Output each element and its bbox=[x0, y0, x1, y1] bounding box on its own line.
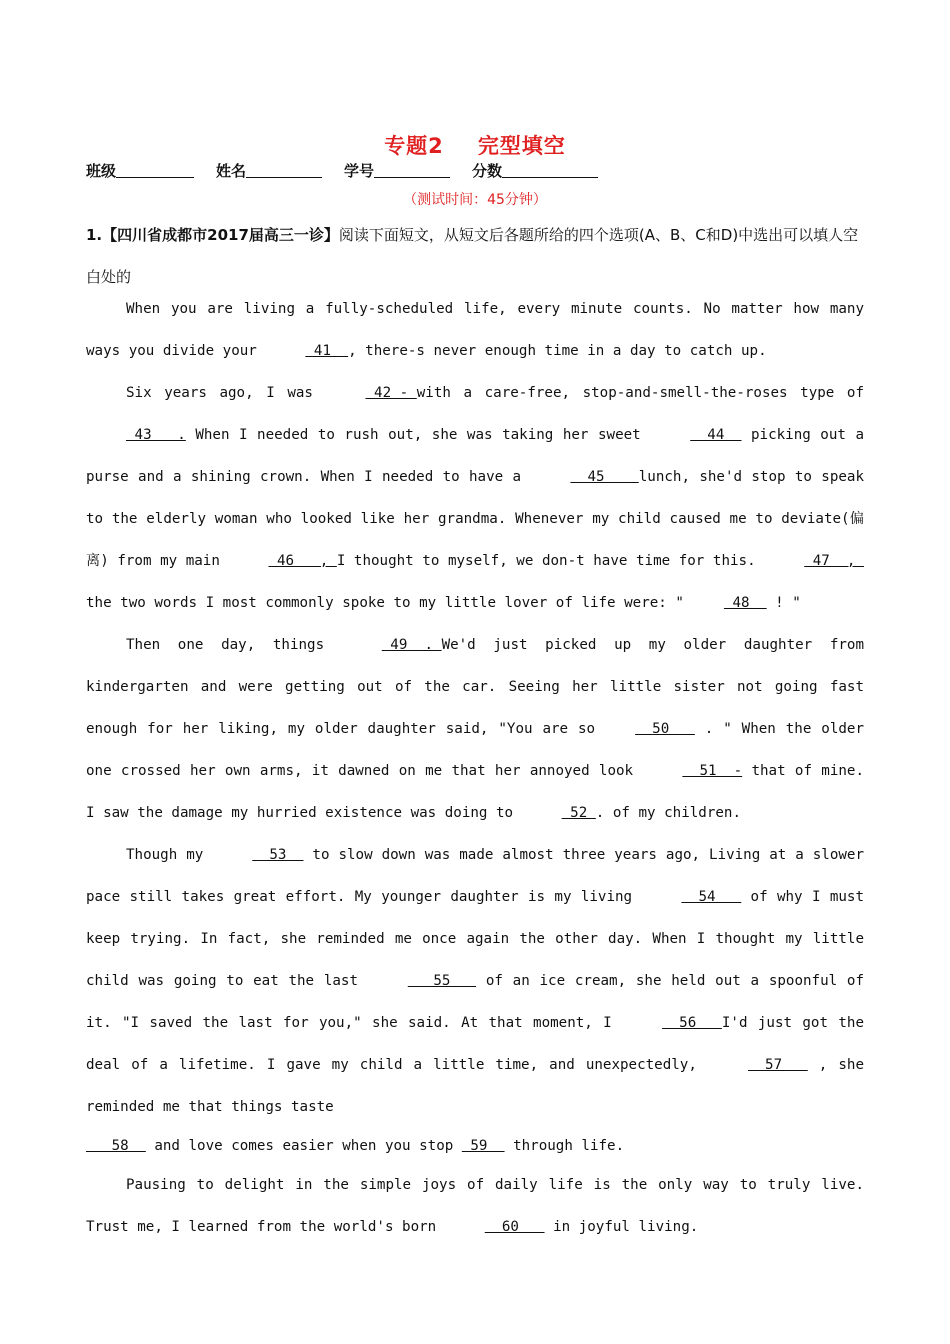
score-field: 分数 bbox=[472, 160, 598, 181]
blank-51: 51 - bbox=[682, 763, 743, 779]
blank-42: 42 - bbox=[365, 385, 417, 401]
name-field: 姓名 bbox=[216, 160, 322, 181]
blank-46: 46 , bbox=[268, 553, 337, 569]
cloze-passage bbox=[86, 288, 864, 1248]
blank-53: 53 bbox=[252, 847, 304, 863]
question-text: 阅读下面短文，从短文后各题所给的四个选项(A、B、C和D)中选出可以填人空白处的 bbox=[86, 226, 859, 286]
student-number-blank bbox=[374, 163, 450, 178]
blank-45: 45 bbox=[570, 469, 639, 485]
blank-48: 48 bbox=[723, 595, 767, 611]
blank-58: 58 bbox=[86, 1138, 146, 1154]
page-title bbox=[0, 130, 950, 160]
test-time-note: （测试时间：45分钟） bbox=[403, 192, 547, 208]
score-blank bbox=[502, 163, 598, 178]
blank-44: 44 bbox=[690, 427, 742, 443]
paragraph-5: 58 and love comes easier when you stop 59 through life. bbox=[86, 1128, 864, 1164]
blank-59: 59 bbox=[461, 1138, 505, 1154]
blank-47: 47 , bbox=[804, 553, 864, 569]
blank-60: 60 bbox=[484, 1219, 545, 1235]
blank-43: 43 . bbox=[126, 427, 186, 443]
question-number: 1. bbox=[86, 226, 103, 244]
blank-52: 52 bbox=[561, 805, 596, 821]
class-blank bbox=[116, 163, 194, 178]
blank-55: 55 bbox=[407, 973, 477, 989]
blank-49: 49 . bbox=[381, 637, 442, 653]
blank-50: 50 bbox=[635, 721, 695, 737]
paragraph-3: Then one day, things 49 . We'd just picked up my older daughter from kindergarten and were getting out of the car. Seeing her little sister not going fast enough for her liking, my older daughter said, "You are so 50 . " When the older one crossed her own arms, it dawned on me that her annoyed look 51 - that of mine. I saw the damage my hurried existence was doing to 52 . of my children. bbox=[86, 624, 864, 834]
title-topic-name: 完型填空 bbox=[477, 134, 566, 158]
student-number-field: 学号 bbox=[344, 160, 450, 181]
paragraph-4: Though my 53 to slow down was made almost three years ago, Living at a slower pace still takes great effort. My younger daughter is my living 54 of why I must keep trying. In fact, she reminded me once again the other day. When I thought my little child was going to eat the last 55 of an ice cream, she held out a spoonful of it. "I saved the last for you," she said. At that moment, I 56 I'd just got the deal of a lifetime. I gave my child a little time, and unexpectedly, 57 , she reminded me that things taste bbox=[86, 834, 864, 1128]
paragraph-2: Six years ago, I was 42 - with a care-free, stop-and-smell-the-roses type of 43 . When I needed to rush out, she was taking her sweet 44 picking out a purse and a shining crown. When I needed to have a 45 lunch, she'd stop to speak to the elderly woman who looked like her grandma. Whenever my child caused me to deviate(偏离) from my main 46 , I thought to myself, we don-t have time for this. 47 , the two words I most commonly spoke to my little lover of life were: " 48 ! " bbox=[86, 372, 864, 624]
paragraph-6: Pausing to delight in the simple joys of daily life is the only way to truly live. Trust me, I learned from the world's born 60 in joyful living. bbox=[86, 1164, 864, 1248]
question-instruction bbox=[86, 214, 864, 298]
name-blank bbox=[246, 163, 322, 178]
paragraph-1: When you are living a fully-scheduled life, every minute counts. No matter how many ways you divide your 41 , there-s never enough time in a day to catch up. bbox=[86, 288, 864, 372]
blank-54: 54 bbox=[681, 889, 742, 905]
blank-56: 56 bbox=[662, 1015, 722, 1031]
blank-57: 57 bbox=[747, 1057, 808, 1073]
title-topic-number: 专题2 bbox=[384, 134, 444, 158]
question-source: 【四川省成都市2017届高三一诊】 bbox=[102, 226, 339, 244]
student-info-line bbox=[86, 160, 886, 181]
class-field: 班级 bbox=[86, 160, 194, 181]
blank-41: 41 bbox=[305, 343, 349, 359]
